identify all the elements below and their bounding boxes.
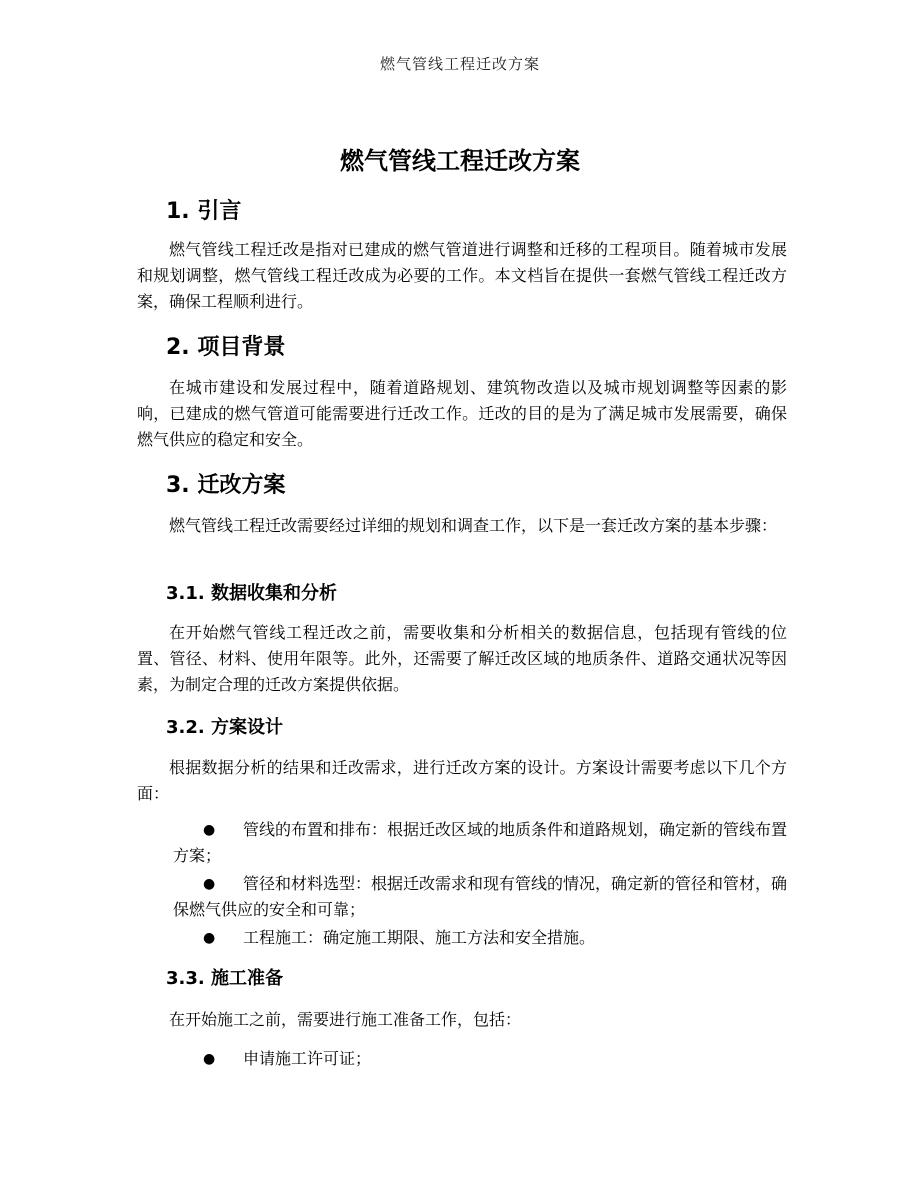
bullet-dot-icon: ● [203, 1051, 216, 1067]
subsection-heading-design: 3.2. 方案设计 [166, 717, 283, 738]
data-collection-paragraph: 在开始燃气管线工程迁改之前，需要收集和分析相关的数据信息，包括现有管线的位置、管径、材料、使用年限等。此外，还需要了解迁改区域的地质条件、道路交通状况等因素，为制定合理的迁改方案提供依据。 [137, 623, 787, 694]
subsection-heading-data-collection: 3.1. 数据收集和分析 [166, 583, 337, 604]
preparation-paragraph: 在开始施工之前，需要进行施工准备工作，包括： [169, 1010, 522, 1029]
plan-paragraph: 燃气管线工程迁改需要经过详细的规划和调查工作，以下是一套迁改方案的基本步骤： [169, 516, 778, 535]
background-paragraph: 在城市建设和发展过程中，随着道路规划、建筑物改造以及城市规划调整等因素的影响，已建成的燃气管道可能需要进行迁改工作。迁改的目的是为了满足城市发展需要，确保燃气供应的稳定和安全。 [137, 378, 787, 449]
list-item-text: 管径和材料选型：根据迁改需求和现有管线的情况，确定新的管径和管材，确保燃气供应的安全和可靠； [173, 874, 788, 919]
list-item-text: 申请施工许可证； [243, 1049, 372, 1068]
section-heading-plan: 3. 迁改方案 [166, 473, 286, 498]
list-item [173, 871, 787, 923]
bullet-dot-icon: ● [203, 930, 216, 946]
bullet-dot-icon: ● [203, 876, 216, 892]
list-item [173, 817, 787, 869]
list-item-text: 管线的布置和排布：根据迁改区域的地质条件和道路规划，确定新的管线布置方案； [173, 820, 788, 865]
list-item [173, 925, 787, 951]
running-header: 燃气管线工程迁改方案 [379, 55, 540, 73]
list-item [173, 1046, 787, 1072]
list-item-text: 工程施工：确定施工期限、施工方法和安全措施。 [243, 928, 596, 947]
subsection-heading-preparation: 3.3. 施工准备 [166, 968, 283, 989]
document-title: 燃气管线工程迁改方案 [340, 147, 580, 175]
intro-paragraph: 燃气管线工程迁改是指对已建成的燃气管道进行调整和迁移的工程项目。随着城市发展和规划调整，燃气管线工程迁改成为必要的工作。本文档旨在提供一套燃气管线工程迁改方案，确保工程顺利进行。 [137, 240, 787, 311]
section-heading-background: 2. 项目背景 [166, 335, 286, 360]
section-heading-intro: 1. 引言 [166, 199, 242, 224]
bullet-dot-icon: ● [203, 822, 216, 838]
design-paragraph: 根据数据分析的结果和迁改需求，进行迁改方案的设计。方案设计需要考虑以下几个方面： [137, 758, 787, 803]
